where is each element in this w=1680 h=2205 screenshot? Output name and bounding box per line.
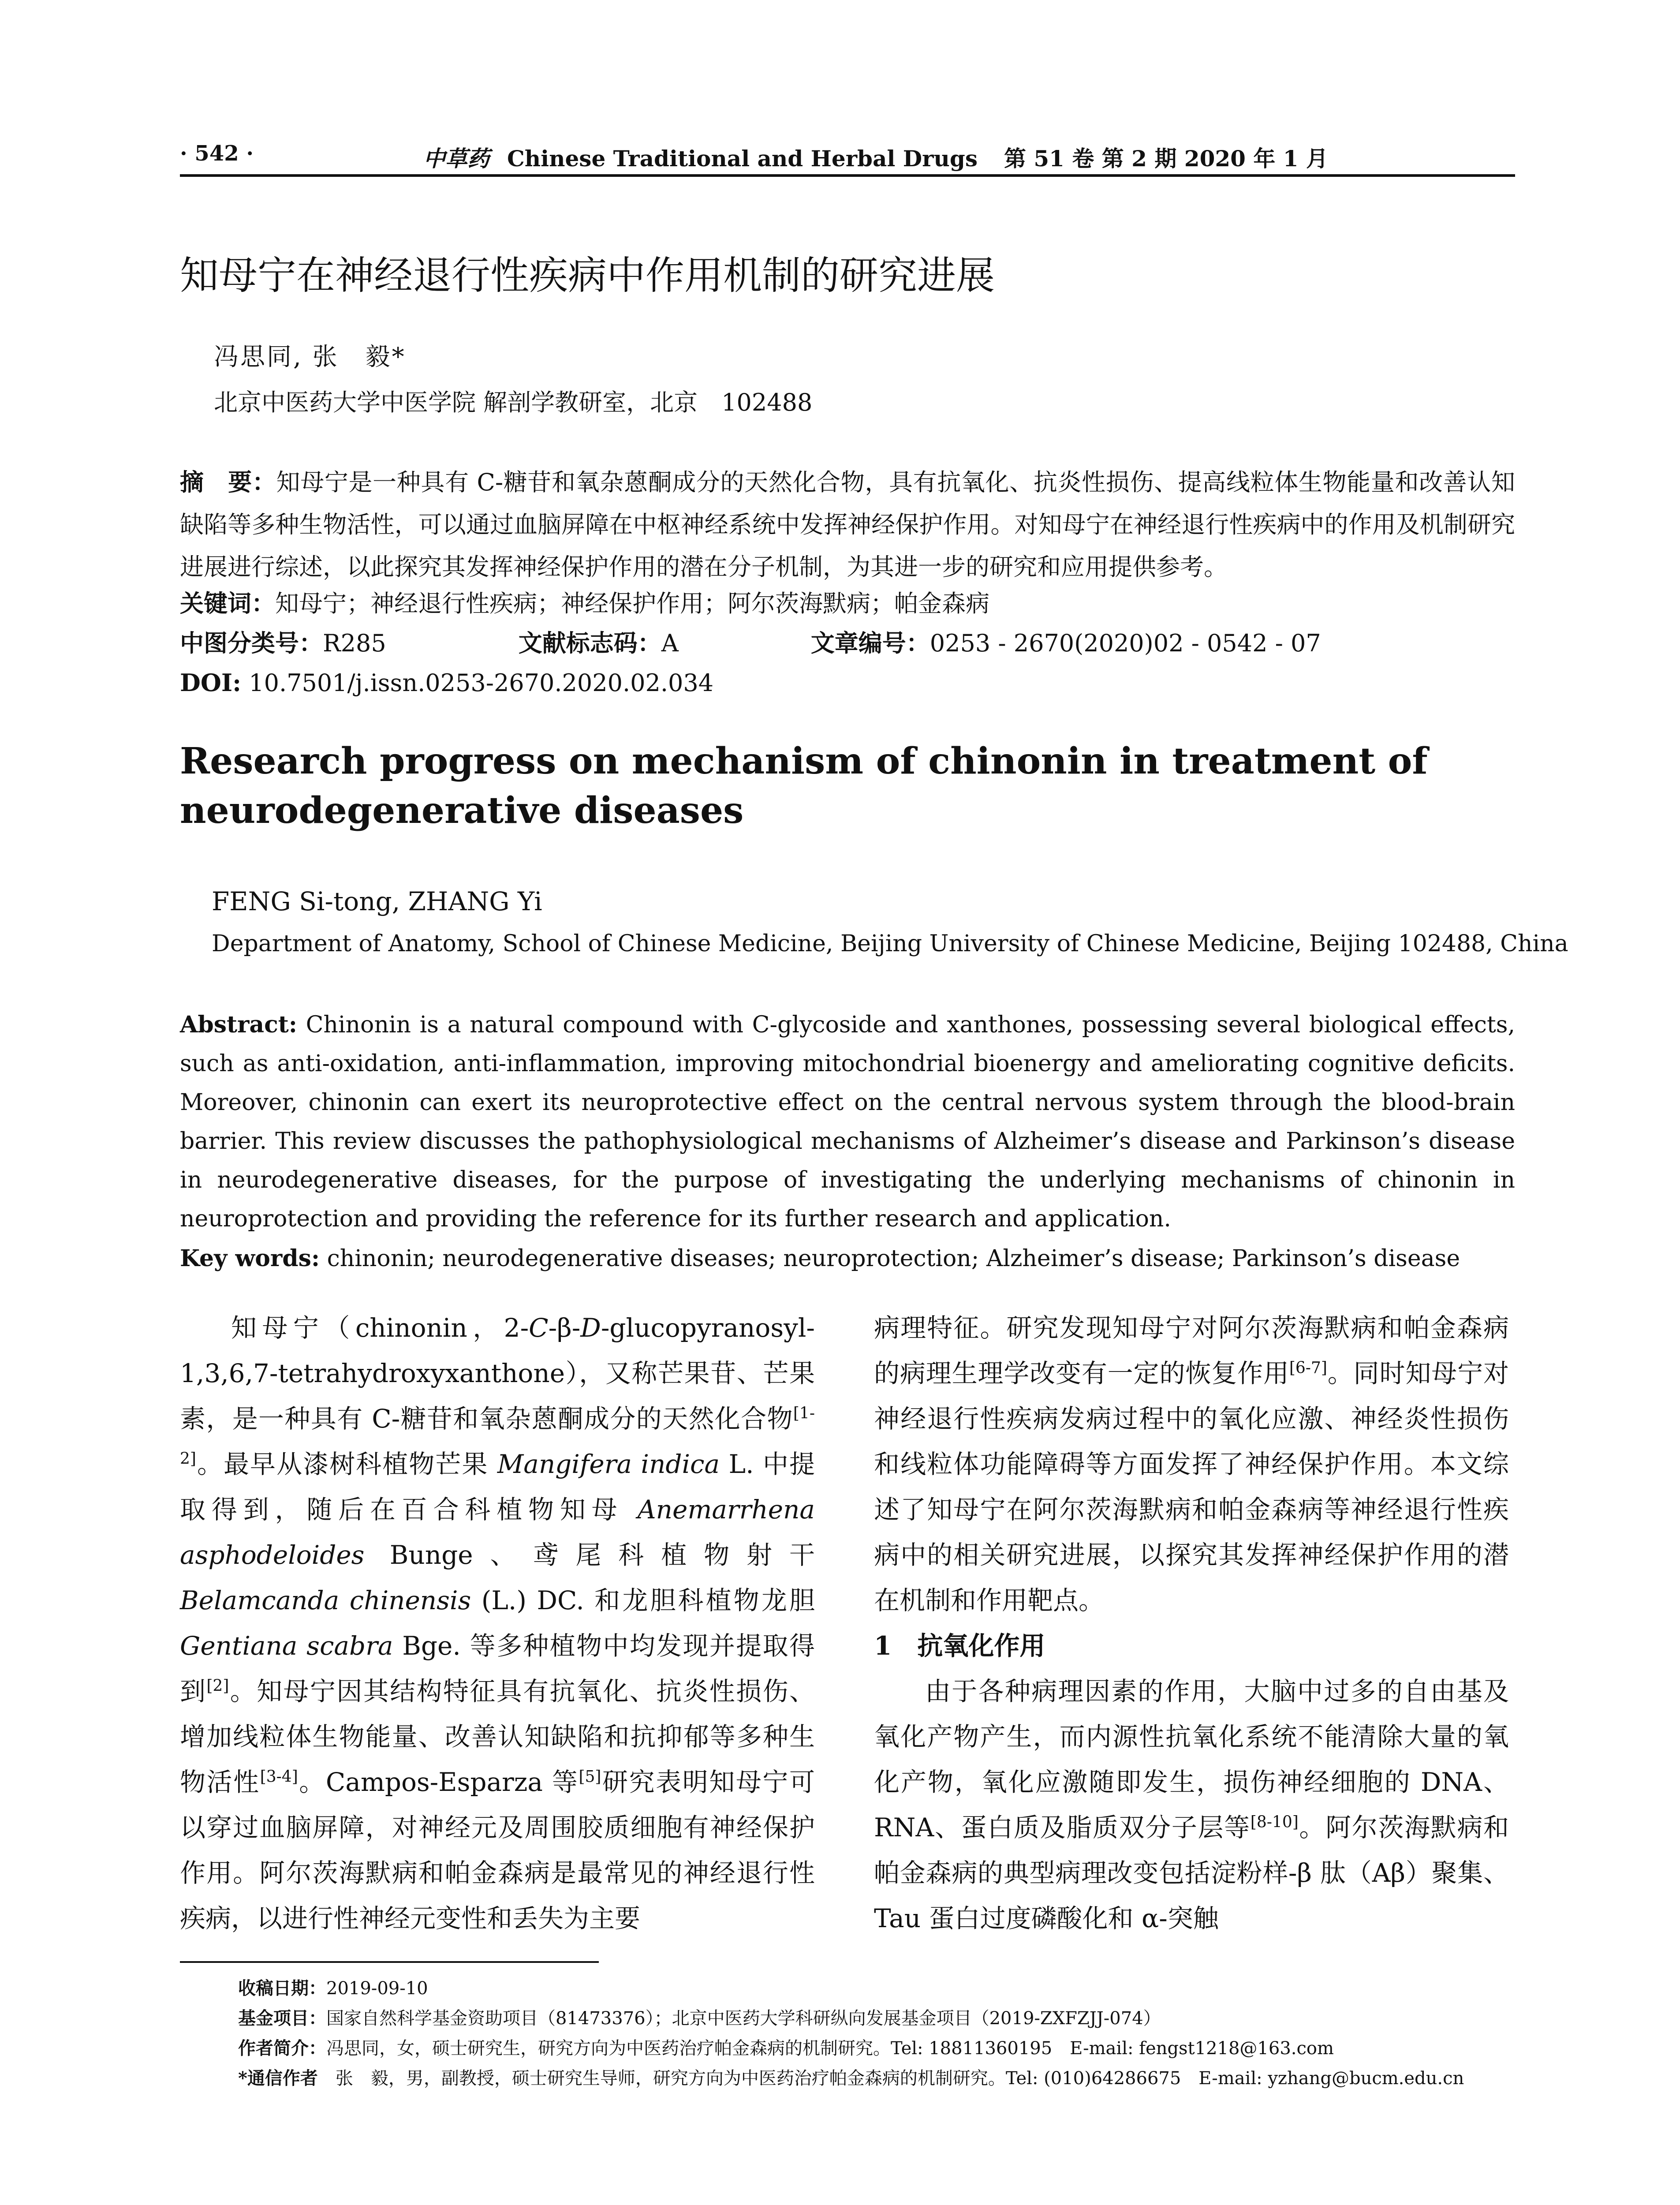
- affiliation-cn: 北京中医药大学中医学院 解剖学教研室，北京 102488: [214, 389, 813, 416]
- citation-ref[interactable]: [3-4]: [260, 1768, 298, 1786]
- body-text: 研究表明知母宁可以穿过血脑屏障，对神经元及周围胶质细胞有神经保护作用。阿尔茨海默病和帕金森病是最常见的神经退行性疾病，以进行性神经元变性和丢失为主要: [180, 1767, 815, 1933]
- footnote-text: 国家自然科学基金资助项目（81473376）；北京中医药大学科研纵向发展基金项目（2019-ZXFZJJ-074）: [326, 2008, 1161, 2029]
- body-italic: C: [529, 1313, 549, 1343]
- footnotes: [238, 1973, 1517, 2093]
- body-text: 。最早从漆树科植物芒果: [196, 1449, 497, 1479]
- citation-ref[interactable]: [2]: [206, 1677, 229, 1695]
- citation-ref[interactable]: [6-7]: [1289, 1359, 1327, 1377]
- species-name: Belamcanda chinensis: [180, 1585, 471, 1615]
- footnote-text: 冯思同，女，硕士研究生，研究方向为中医药治疗帕金森病的机制研究。Tel: 18811360195 E-mail: fengst1218@163.com: [326, 2038, 1334, 2059]
- body-column-left: [180, 1305, 815, 1941]
- body-text: 由于各种病理因素的作用，大脑中过多的自由基及氧化产物产生，而内源性抗氧化系统不能清除大量的氧化产物，氧化应激随即发生，损伤神经细胞的 DNA、RNA、蛋白质及脂质双分子层等: [874, 1676, 1509, 1842]
- keywords-en: [180, 1239, 1515, 1278]
- paragraph: [874, 1305, 1509, 1623]
- body-text: Bge. 等多种植物中均发现并提取得到: [180, 1631, 815, 1706]
- footnote-text: 2019-09-10: [326, 1978, 428, 1999]
- clc-label: 中图分类号：: [180, 629, 323, 657]
- body-text: 。阿尔茨海默病和帕金森病的典型病理改变包括淀粉样-β 肽（Aβ）聚集、Tau 蛋白过度磷酸化和 α-突触: [874, 1813, 1509, 1933]
- abstract-cn-text: 知母宁是一种具有 C-糖苷和氧杂蒽酮成分的天然化合物，具有抗氧化、抗炎性损伤、提高线粒体生物能量和改善认知缺陷等多种生物活性，可以通过血脑屏障在中枢神经系统中发挥神经保护作用。对知母宁在神经退行性疾病中的作用及机制研究进展进行综述，以此探究其发挥神经保护作用的潜在分子机制，为其进一步的研究和应用提供参考。: [180, 468, 1516, 581]
- footnote-label: 收稿日期：: [238, 1978, 326, 1999]
- journal-name-cn: 中草药: [423, 146, 489, 172]
- body-italic: D: [580, 1313, 601, 1343]
- running-header: [423, 141, 1328, 173]
- doi-line: [180, 662, 1515, 704]
- affiliation-en: Department of Anatomy, School of Chinese Medicine, Beijing University of Chinese Medicine, Beijing 102488, China: [212, 931, 1568, 957]
- footnote-label: 作者简介：: [238, 2038, 326, 2059]
- keywords-en-label: Key words:: [180, 1245, 320, 1272]
- species-name: Mangifera indica: [497, 1449, 720, 1479]
- doi-label: DOI:: [180, 669, 242, 697]
- doi-value[interactable]: 10.7501/j.issn.0253-2670.2020.02.034: [249, 669, 714, 697]
- species-name: Gentiana scabra: [180, 1631, 393, 1661]
- keywords-cn-text: 知母宁；神经退行性疾病；神经保护作用；阿尔茨海默病；帕金森病: [275, 590, 989, 617]
- body-text: 。知母宁因其结构特征具有抗氧化、抗炎性损伤、增加线粒体生物能量、改善认知缺陷和抗抑郁等多种生物活性: [180, 1676, 815, 1797]
- page-number: · 542 ·: [180, 141, 254, 166]
- classification-line: [180, 622, 1515, 665]
- body-text: Bunge、鸢尾科植物射干: [364, 1540, 815, 1570]
- species-name: Anemarrhena asphodeloides: [180, 1495, 815, 1570]
- citation-ref[interactable]: [5]: [579, 1768, 601, 1786]
- section-heading: [874, 1623, 1509, 1669]
- doc-code-label: 文献标志码：: [518, 629, 661, 657]
- abstract-cn-label: 摘 要：: [180, 468, 276, 496]
- header-rule: [180, 174, 1515, 177]
- citation-ref[interactable]: [1-2]: [180, 1404, 815, 1468]
- keywords-cn-label: 关键词：: [180, 589, 275, 617]
- abstract-cn: [180, 461, 1515, 588]
- keywords-cn: [180, 582, 1515, 625]
- body-text: -glucopyranosyl-1,3,6,7-tetrahydroxyxanthone），又称芒果苷、芒果素，是一种具有 C-糖苷和氧杂蒽酮成分的天然化合物: [180, 1313, 815, 1434]
- section-number: 1: [874, 1631, 892, 1661]
- journal-issue: 第 51 卷 第 2 期 2020 年 1 月: [1004, 146, 1328, 172]
- article-no-label: 文章编号：: [810, 629, 930, 657]
- body-text: 病理特征。研究发现知母宁对阿尔茨海默病和帕金森病的病理生理学改变有一定的恢复作用: [874, 1313, 1509, 1388]
- footnote-corresponding: [238, 2063, 1517, 2093]
- body-text: 。同时知母宁对神经退行性疾病发病过程中的氧化应激、神经炎性损伤和线粒体功能障碍等方面发挥了神经保护作用。本文综述了知母宁在阿尔茨海默病和帕金森病等神经退行性疾病中的相关研究进展，以探究其发挥神经保护作用的潜在机制和作用靶点。: [874, 1358, 1509, 1615]
- footnote-label: 基金项目：: [238, 2008, 326, 2029]
- citation-ref[interactable]: [8-10]: [1250, 1813, 1299, 1831]
- journal-name-en: Chinese Traditional and Herbal Drugs: [507, 146, 978, 172]
- abstract-en-label: Abstract:: [180, 1011, 297, 1038]
- article-no-value: 0253 - 2670(2020)02 - 0542 - 07: [930, 629, 1321, 657]
- paragraph: [874, 1669, 1509, 1941]
- clc-value: R285: [323, 629, 386, 657]
- body-text: L. 中提取得到，随后在百合科植物知母: [180, 1449, 815, 1525]
- article-title-en: Research progress on mechanism of chinonin in treatment of neurodegenerative diseases: [180, 740, 1428, 832]
- article-title-cn: 知母宁在神经退行性疾病中作用机制的研究进展: [180, 253, 995, 298]
- body-column-right: [874, 1305, 1509, 1941]
- body-text: -β-: [548, 1313, 581, 1343]
- abstract-en: [180, 1005, 1515, 1238]
- authors-en: FENG Si-tong, ZHANG Yi: [212, 886, 542, 916]
- section-title: 抗氧化作用: [917, 1631, 1045, 1661]
- footnote-fund: [238, 2003, 1517, 2033]
- footnote-rule: [180, 1961, 599, 1963]
- body-text: (L.) DC. 和龙胆科植物龙胆: [471, 1585, 815, 1615]
- footnote-author: [238, 2033, 1517, 2063]
- authors-cn: 冯思同, 张 毅*: [214, 343, 406, 371]
- footnote-text: 张 毅，男，副教授，硕士研究生导师，研究方向为中医药治疗帕金森病的机制研究。Tel: (010)64286675 E-mail: yzhang@bucm.edu.cn: [335, 2068, 1464, 2089]
- body-text: 。Campos-Esparza 等: [298, 1767, 579, 1797]
- footnote-received: [238, 1973, 1517, 2003]
- body-text: 知母宁（chinonin，2-: [231, 1313, 529, 1343]
- doc-code-value: A: [661, 629, 679, 657]
- keywords-en-text: chinonin; neurodegenerative diseases; neuroprotection; Alzheimer’s disease; Parkinson’s disease: [327, 1245, 1460, 1272]
- abstract-en-text: Chinonin is a natural compound with C-glycoside and xanthones, possessing several biological effects, such as anti-oxidation, anti-inflammation, improving mitochondrial bioenergy and ameliorating cognitive deficits. Moreover, chinonin can exert its neuroprotective effect on the central nervous system through the blood-brain barrier. This review discusses the pathophysiological mechanisms of Alzheimer’s disease and Parkinson’s disease in neurodegenerative diseases, for the purpose of investigating the underlying mechanisms of chinonin in neuroprotection and providing the reference for its further research and application.: [180, 1012, 1515, 1232]
- footnote-label: *通信作者: [238, 2068, 318, 2089]
